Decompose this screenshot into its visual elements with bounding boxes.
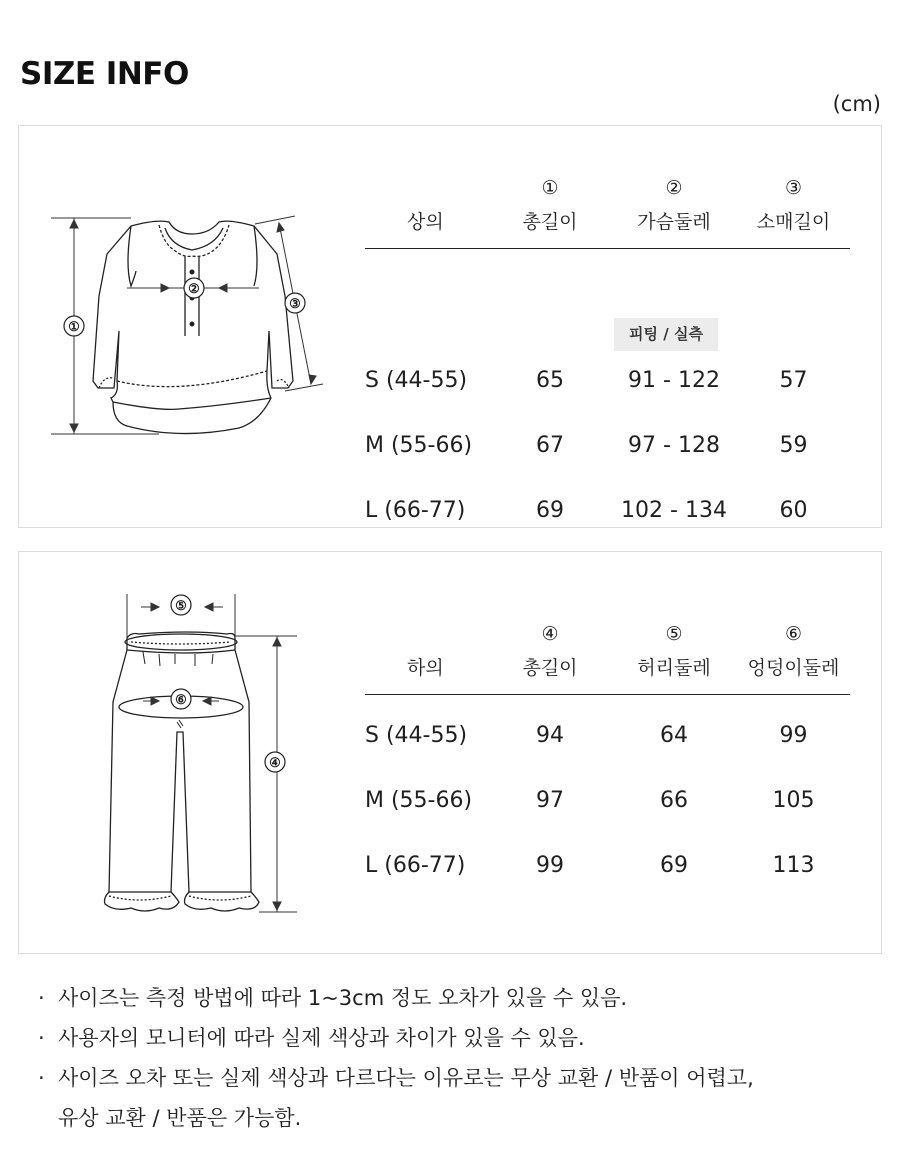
header-divider [365, 694, 850, 695]
col-label-waist: 허리둘레 [637, 657, 711, 679]
table-row [365, 853, 850, 883]
pants-right-hem-ruffle [185, 892, 260, 911]
top-garment-diagram [19, 126, 349, 526]
page-title: SIZE INFO [20, 56, 189, 92]
note-text: 사이즈 오차 또는 실제 색상과 다르다는 이유로는 무상 교환 / 반품이 어렵고, [58, 1066, 754, 1090]
size-label: S (44-55) [365, 368, 468, 393]
size-label: M (55-66) [365, 788, 473, 813]
col-num-1: ① [541, 177, 559, 199]
top-size-panel [18, 125, 882, 528]
col-label-total-length: 총길이 [522, 211, 578, 233]
col-label-hip: 엉덩이둘레 [747, 657, 840, 679]
table-row [365, 723, 850, 753]
cell-value: 94 [536, 723, 564, 748]
col-label-chest: 가슴둘레 [637, 211, 711, 233]
marker-1: ① [68, 319, 80, 334]
marker-6: ⑥ [175, 692, 187, 707]
col-label-total-length: 총길이 [522, 657, 578, 679]
col-num-4: ④ [541, 623, 559, 645]
pants-left-hem-ruffle [105, 892, 180, 911]
marker-4: ④ [269, 755, 281, 770]
cell-value: 99 [779, 723, 808, 748]
table-row [365, 788, 850, 818]
top-body-outline [93, 221, 293, 433]
cell-value: 105 [772, 788, 815, 813]
note-text: 사용자의 모니터에 따라 실제 색상과 차이가 있을 수 있음. [58, 1026, 585, 1050]
table-category-label: 하의 [407, 657, 444, 679]
note-item [38, 978, 878, 1018]
cell-value: 69 [536, 498, 564, 523]
bottom-size-panel [18, 551, 882, 954]
header-divider [365, 248, 850, 249]
cell-value: 69 [660, 853, 688, 878]
table-category-label: 상의 [407, 211, 444, 233]
cell-value: 64 [660, 723, 688, 748]
pants-legs [109, 650, 251, 892]
note-item [38, 1058, 878, 1098]
pants-diagram [19, 552, 349, 952]
bullet: · [38, 1026, 45, 1050]
note-item [38, 1018, 878, 1058]
top-collar-ruffle [159, 225, 229, 256]
bullet: · [38, 1066, 45, 1090]
cell-value: 67 [536, 433, 564, 458]
size-notes [38, 978, 878, 1138]
cell-value: 102 - 134 [621, 498, 727, 523]
col-num-3: ③ [784, 177, 803, 199]
size-label: S (44-55) [365, 723, 468, 748]
col-num-5: ⑤ [665, 623, 683, 645]
cell-value: 99 [536, 853, 564, 878]
cell-value: 59 [779, 433, 808, 458]
size-label: L (66-77) [365, 853, 466, 878]
cell-value: 113 [772, 853, 815, 878]
col-label-sleeve: 소매길이 [756, 211, 831, 233]
col-num-2: ② [665, 177, 683, 199]
size-label: M (55-66) [365, 433, 473, 458]
cell-value: 97 [536, 788, 564, 813]
cell-value: 65 [536, 368, 564, 393]
cell-value: 66 [660, 788, 688, 813]
note-continuation: 유상 교환 / 반품은 가능함. [58, 1106, 302, 1130]
cell-value: 57 [779, 368, 808, 393]
marker-3: ③ [289, 296, 301, 311]
fit-measure-badge: 피팅 / 실측 [614, 318, 718, 351]
marker-5: ⑤ [175, 598, 187, 613]
note-text: 사이즈는 측정 방법에 따라 1~3cm 정도 오차가 있을 수 있음. [58, 986, 628, 1010]
unit-label: (cm) [832, 92, 881, 116]
cell-value: 91 - 122 [628, 368, 720, 393]
table-row [365, 368, 850, 398]
col-num-6: ⑥ [784, 623, 803, 645]
marker-2: ② [188, 281, 200, 296]
table-row [365, 433, 850, 463]
bullet: · [38, 986, 45, 1010]
top-hem-ruffle [117, 371, 267, 387]
table-row [365, 498, 850, 528]
size-label: L (66-77) [365, 498, 466, 523]
cell-value: 60 [779, 498, 808, 523]
cell-value: 97 - 128 [628, 433, 720, 458]
